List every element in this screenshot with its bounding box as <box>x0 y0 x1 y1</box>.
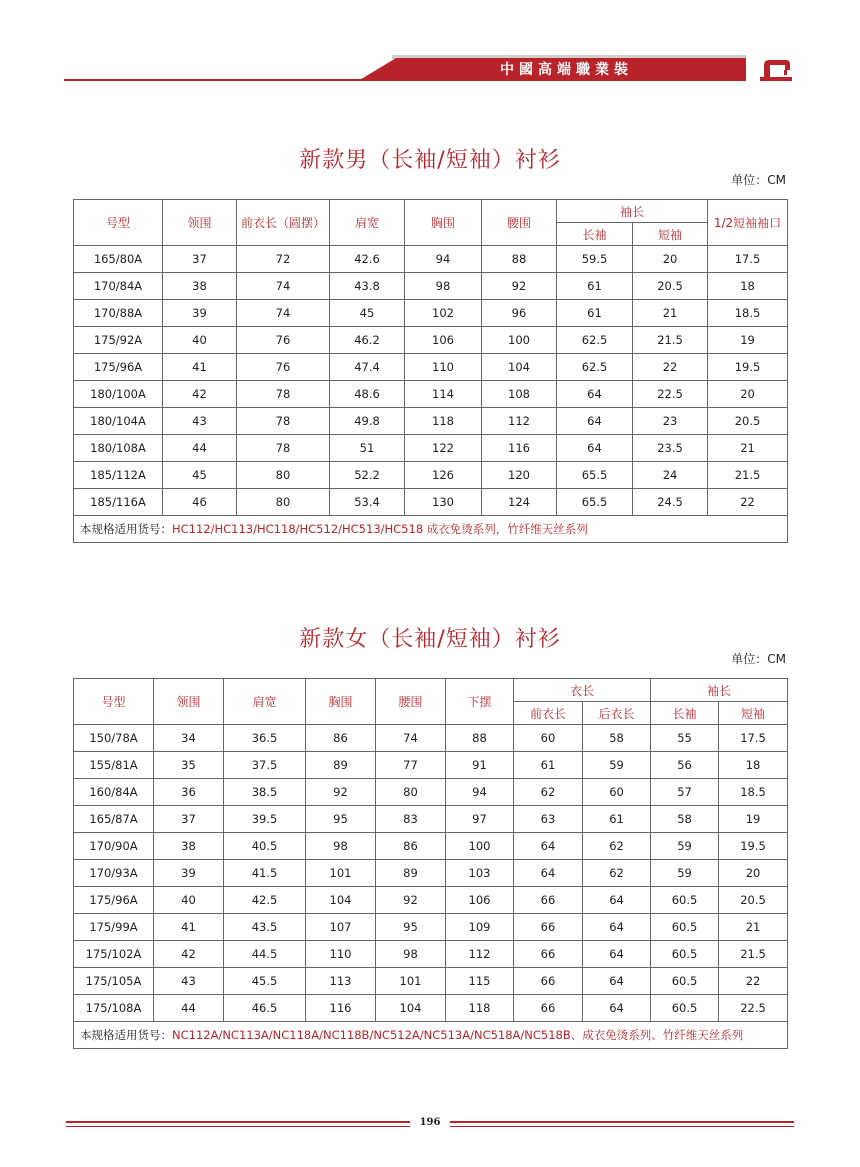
value-cell: 39 <box>163 300 237 327</box>
table-row <box>74 462 788 489</box>
value-cell: 104 <box>306 887 376 914</box>
value-cell: 98 <box>376 941 446 968</box>
value-cell: 22 <box>719 968 788 995</box>
value-cell: 21 <box>708 435 788 462</box>
value-cell: 64 <box>514 860 583 887</box>
value-cell: 20 <box>633 246 708 273</box>
size-cell: 180/108A <box>74 435 163 462</box>
value-cell: 76 <box>237 354 330 381</box>
value-cell: 62 <box>583 860 651 887</box>
size-cell: 175/96A <box>74 887 154 914</box>
women-note <box>74 1022 788 1049</box>
table-row <box>74 408 788 435</box>
value-cell: 112 <box>482 408 557 435</box>
value-cell: 92 <box>376 887 446 914</box>
value-cell: 45.5 <box>224 968 306 995</box>
value-cell: 21 <box>633 300 708 327</box>
value-cell: 97 <box>446 806 514 833</box>
value-cell: 57 <box>651 779 719 806</box>
value-cell: 64 <box>514 833 583 860</box>
women-header-back-length: 后衣长 <box>583 702 651 725</box>
men-header-half-cuff: 1/2短袖袖口 <box>708 200 788 246</box>
men-header-chest: 胸围 <box>405 200 482 246</box>
brand-title: 中國高端職業裝 <box>500 62 633 78</box>
size-cell: 175/108A <box>74 995 154 1022</box>
value-cell: 66 <box>514 995 583 1022</box>
value-cell: 17.5 <box>719 725 788 752</box>
value-cell: 60.5 <box>651 887 719 914</box>
value-cell: 40 <box>154 887 224 914</box>
size-cell: 170/90A <box>74 833 154 860</box>
men-header-shoulder: 肩宽 <box>330 200 405 246</box>
value-cell: 42.5 <box>224 887 306 914</box>
value-cell: 98 <box>405 273 482 300</box>
men-table-body <box>74 246 788 516</box>
value-cell: 95 <box>306 806 376 833</box>
value-cell: 59 <box>651 833 719 860</box>
value-cell: 64 <box>557 381 633 408</box>
value-cell: 59 <box>651 860 719 887</box>
value-cell: 78 <box>237 381 330 408</box>
value-cell: 43.8 <box>330 273 405 300</box>
value-cell: 92 <box>306 779 376 806</box>
size-cell: 170/84A <box>74 273 163 300</box>
value-cell: 49.8 <box>330 408 405 435</box>
men-header-long-sleeve: 长袖 <box>557 223 633 246</box>
value-cell: 66 <box>514 941 583 968</box>
size-cell: 185/112A <box>74 462 163 489</box>
value-cell: 59 <box>583 752 651 779</box>
value-cell: 19.5 <box>708 354 788 381</box>
women-header-chest: 胸围 <box>306 679 376 725</box>
value-cell: 66 <box>514 968 583 995</box>
size-cell: 165/87A <box>74 806 154 833</box>
value-cell: 104 <box>376 995 446 1022</box>
value-cell: 109 <box>446 914 514 941</box>
women-header-long-sleeve: 长袖 <box>651 702 719 725</box>
value-cell: 61 <box>514 752 583 779</box>
value-cell: 60.5 <box>651 941 719 968</box>
value-cell: 45 <box>163 462 237 489</box>
value-cell: 44 <box>154 995 224 1022</box>
size-cell: 150/78A <box>74 725 154 752</box>
value-cell: 88 <box>482 246 557 273</box>
value-cell: 62.5 <box>557 354 633 381</box>
value-cell: 56 <box>651 752 719 779</box>
value-cell: 63 <box>514 806 583 833</box>
women-header-sleeve-group: 袖长 <box>651 679 788 702</box>
size-cell: 175/99A <box>74 914 154 941</box>
value-cell: 41 <box>154 914 224 941</box>
value-cell: 24 <box>633 462 708 489</box>
value-cell: 37.5 <box>224 752 306 779</box>
table-row <box>74 381 788 408</box>
sewing-machine-icon <box>758 56 794 82</box>
value-cell: 44.5 <box>224 941 306 968</box>
value-cell: 18 <box>719 752 788 779</box>
table-row <box>74 887 788 914</box>
value-cell: 42.6 <box>330 246 405 273</box>
value-cell: 41.5 <box>224 860 306 887</box>
men-header-short-sleeve: 短袖 <box>633 223 708 246</box>
value-cell: 39.5 <box>224 806 306 833</box>
value-cell: 88 <box>446 725 514 752</box>
value-cell: 35 <box>154 752 224 779</box>
table-row <box>74 779 788 806</box>
value-cell: 53.4 <box>330 489 405 516</box>
men-header-waist: 腰围 <box>482 200 557 246</box>
size-cell: 160/84A <box>74 779 154 806</box>
value-cell: 72 <box>237 246 330 273</box>
value-cell: 22 <box>708 489 788 516</box>
table-row <box>74 489 788 516</box>
value-cell: 36.5 <box>224 725 306 752</box>
value-cell: 83 <box>376 806 446 833</box>
value-cell: 19.5 <box>719 833 788 860</box>
men-section-title: 新款男（长袖/短袖）衬衫 <box>299 148 561 173</box>
value-cell: 44 <box>163 435 237 462</box>
value-cell: 21.5 <box>708 462 788 489</box>
size-cell: 180/100A <box>74 381 163 408</box>
size-cell: 175/92A <box>74 327 163 354</box>
value-cell: 43 <box>154 968 224 995</box>
value-cell: 23.5 <box>633 435 708 462</box>
men-header-sleeve-group: 袖长 <box>557 200 708 223</box>
value-cell: 48.6 <box>330 381 405 408</box>
value-cell: 23 <box>633 408 708 435</box>
table-row <box>74 968 788 995</box>
value-cell: 98 <box>306 833 376 860</box>
value-cell: 94 <box>446 779 514 806</box>
value-cell: 130 <box>405 489 482 516</box>
value-cell: 64 <box>583 941 651 968</box>
size-cell: 185/116A <box>74 489 163 516</box>
women-header-collar: 领围 <box>154 679 224 725</box>
men-note-value: HC112/HC113/HC118/HC512/HC513/HC518 成衣免烫系列，竹纤维天丝系列 <box>172 522 588 536</box>
value-cell: 37 <box>163 246 237 273</box>
value-cell: 62.5 <box>557 327 633 354</box>
size-cell: 175/102A <box>74 941 154 968</box>
value-cell: 39 <box>154 860 224 887</box>
value-cell: 52.2 <box>330 462 405 489</box>
table-row <box>74 860 788 887</box>
value-cell: 96 <box>482 300 557 327</box>
value-cell: 74 <box>237 273 330 300</box>
size-cell: 155/81A <box>74 752 154 779</box>
table-row <box>74 752 788 779</box>
men-size-table <box>73 199 788 543</box>
value-cell: 74 <box>237 300 330 327</box>
value-cell: 106 <box>405 327 482 354</box>
value-cell: 61 <box>583 806 651 833</box>
value-cell: 115 <box>446 968 514 995</box>
women-header-hem: 下摆 <box>446 679 514 725</box>
table-row <box>74 725 788 752</box>
value-cell: 89 <box>306 752 376 779</box>
value-cell: 78 <box>237 435 330 462</box>
table-row <box>74 246 788 273</box>
value-cell: 106 <box>446 887 514 914</box>
value-cell: 18 <box>708 273 788 300</box>
value-cell: 76 <box>237 327 330 354</box>
women-size-table <box>73 678 788 1049</box>
men-note <box>74 516 788 543</box>
value-cell: 43 <box>163 408 237 435</box>
table-row <box>74 995 788 1022</box>
value-cell: 36 <box>154 779 224 806</box>
value-cell: 41 <box>163 354 237 381</box>
value-cell: 80 <box>376 779 446 806</box>
value-cell: 40.5 <box>224 833 306 860</box>
value-cell: 22.5 <box>719 995 788 1022</box>
value-cell: 42 <box>154 941 224 968</box>
value-cell: 22 <box>633 354 708 381</box>
value-cell: 64 <box>557 435 633 462</box>
women-section-title: 新款女（长袖/短袖）衬衫 <box>299 627 561 652</box>
value-cell: 58 <box>583 725 651 752</box>
value-cell: 86 <box>376 833 446 860</box>
page-number: 196 <box>410 1116 450 1130</box>
value-cell: 51 <box>330 435 405 462</box>
women-header-waist: 腰围 <box>376 679 446 725</box>
value-cell: 21.5 <box>719 941 788 968</box>
value-cell: 65.5 <box>557 489 633 516</box>
value-cell: 18.5 <box>719 779 788 806</box>
value-cell: 95 <box>376 914 446 941</box>
value-cell: 91 <box>446 752 514 779</box>
value-cell: 116 <box>306 995 376 1022</box>
value-cell: 118 <box>405 408 482 435</box>
value-cell: 78 <box>237 408 330 435</box>
value-cell: 64 <box>583 914 651 941</box>
value-cell: 20.5 <box>633 273 708 300</box>
value-cell: 108 <box>482 381 557 408</box>
value-cell: 64 <box>583 968 651 995</box>
value-cell: 58 <box>651 806 719 833</box>
value-cell: 80 <box>237 462 330 489</box>
women-unit-label: 单位：CM <box>731 652 786 666</box>
value-cell: 100 <box>446 833 514 860</box>
value-cell: 61 <box>557 273 633 300</box>
value-cell: 86 <box>306 725 376 752</box>
men-unit-label: 单位：CM <box>731 173 786 187</box>
value-cell: 47.4 <box>330 354 405 381</box>
size-cell: 180/104A <box>74 408 163 435</box>
value-cell: 114 <box>405 381 482 408</box>
value-cell: 120 <box>482 462 557 489</box>
value-cell: 110 <box>306 941 376 968</box>
value-cell: 21 <box>719 914 788 941</box>
women-table-body <box>74 725 788 1022</box>
women-header-size: 号型 <box>74 679 154 725</box>
women-note-label: 本规格适用货号： <box>80 1028 172 1042</box>
table-row <box>74 914 788 941</box>
value-cell: 101 <box>306 860 376 887</box>
value-cell: 60 <box>514 725 583 752</box>
value-cell: 118 <box>446 995 514 1022</box>
value-cell: 42 <box>163 381 237 408</box>
men-header-size: 号型 <box>74 200 163 246</box>
value-cell: 59.5 <box>557 246 633 273</box>
value-cell: 22.5 <box>633 381 708 408</box>
value-cell: 60 <box>583 779 651 806</box>
value-cell: 102 <box>405 300 482 327</box>
women-header-short-sleeve: 短袖 <box>719 702 788 725</box>
value-cell: 38 <box>163 273 237 300</box>
value-cell: 64 <box>583 887 651 914</box>
value-cell: 19 <box>719 806 788 833</box>
value-cell: 116 <box>482 435 557 462</box>
value-cell: 77 <box>376 752 446 779</box>
size-cell: 175/105A <box>74 968 154 995</box>
table-row <box>74 941 788 968</box>
value-cell: 122 <box>405 435 482 462</box>
value-cell: 92 <box>482 273 557 300</box>
value-cell: 66 <box>514 914 583 941</box>
value-cell: 80 <box>237 489 330 516</box>
value-cell: 24.5 <box>633 489 708 516</box>
value-cell: 18.5 <box>708 300 788 327</box>
value-cell: 46.5 <box>224 995 306 1022</box>
value-cell: 60.5 <box>651 968 719 995</box>
value-cell: 20 <box>719 860 788 887</box>
value-cell: 55 <box>651 725 719 752</box>
value-cell: 64 <box>557 408 633 435</box>
value-cell: 100 <box>482 327 557 354</box>
value-cell: 62 <box>514 779 583 806</box>
value-cell: 21.5 <box>633 327 708 354</box>
value-cell: 74 <box>376 725 446 752</box>
table-row <box>74 806 788 833</box>
size-cell: 165/80A <box>74 246 163 273</box>
value-cell: 46.2 <box>330 327 405 354</box>
value-cell: 104 <box>482 354 557 381</box>
value-cell: 61 <box>557 300 633 327</box>
value-cell: 17.5 <box>708 246 788 273</box>
value-cell: 66 <box>514 887 583 914</box>
men-note-label: 本规格适用货号： <box>80 522 172 536</box>
women-header-front-length: 前衣长 <box>514 702 583 725</box>
value-cell: 124 <box>482 489 557 516</box>
table-row <box>74 354 788 381</box>
value-cell: 20 <box>708 381 788 408</box>
women-header-length-group: 衣长 <box>514 679 651 702</box>
value-cell: 60.5 <box>651 914 719 941</box>
value-cell: 38.5 <box>224 779 306 806</box>
value-cell: 40 <box>163 327 237 354</box>
men-header-front-length: 前衣长（圆摆） <box>237 200 330 246</box>
value-cell: 38 <box>154 833 224 860</box>
table-row <box>74 300 788 327</box>
value-cell: 45 <box>330 300 405 327</box>
size-cell: 175/96A <box>74 354 163 381</box>
value-cell: 112 <box>446 941 514 968</box>
size-cell: 170/88A <box>74 300 163 327</box>
value-cell: 110 <box>405 354 482 381</box>
size-cell: 170/93A <box>74 860 154 887</box>
value-cell: 126 <box>405 462 482 489</box>
value-cell: 60.5 <box>651 995 719 1022</box>
table-row <box>74 435 788 462</box>
value-cell: 62 <box>583 833 651 860</box>
value-cell: 19 <box>708 327 788 354</box>
value-cell: 64 <box>583 995 651 1022</box>
value-cell: 46 <box>163 489 237 516</box>
value-cell: 37 <box>154 806 224 833</box>
women-header-shoulder: 肩宽 <box>224 679 306 725</box>
table-row <box>74 833 788 860</box>
value-cell: 34 <box>154 725 224 752</box>
value-cell: 113 <box>306 968 376 995</box>
table-row <box>74 273 788 300</box>
value-cell: 20.5 <box>719 887 788 914</box>
women-note-value: NC112A/NC113A/NC118A/NC118B/NC512A/NC513A/NC518A/NC518B、成衣免烫系列、竹纤维天丝系列 <box>172 1028 744 1042</box>
value-cell: 43.5 <box>224 914 306 941</box>
men-header-collar: 领围 <box>163 200 237 246</box>
table-row <box>74 327 788 354</box>
value-cell: 94 <box>405 246 482 273</box>
value-cell: 107 <box>306 914 376 941</box>
value-cell: 101 <box>376 968 446 995</box>
value-cell: 20.5 <box>708 408 788 435</box>
value-cell: 65.5 <box>557 462 633 489</box>
value-cell: 89 <box>376 860 446 887</box>
value-cell: 103 <box>446 860 514 887</box>
